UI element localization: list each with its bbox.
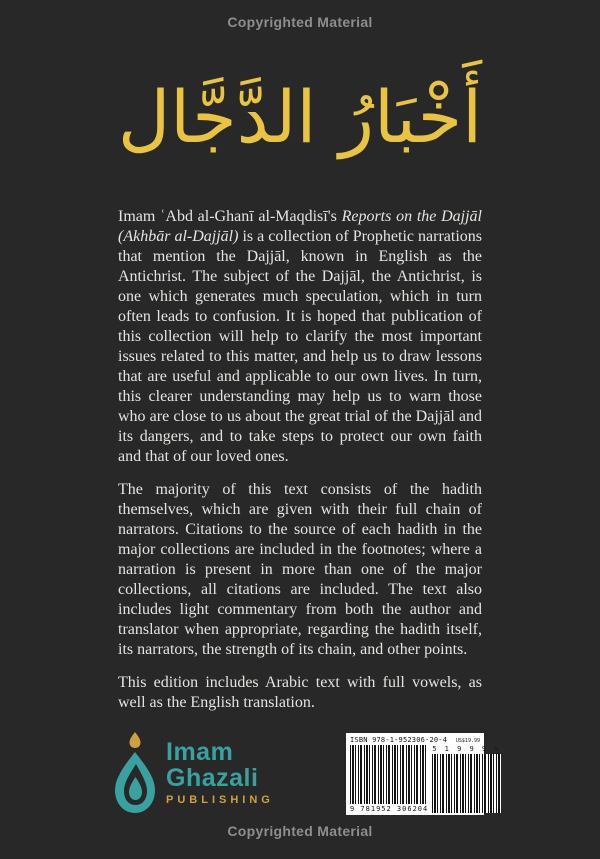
isbn-label: ISBN 978-1-952306-20-4 [350, 736, 448, 744]
description-paragraph-1 [118, 207, 482, 467]
copyright-bottom-label: Copyrighted Material [227, 823, 373, 839]
back-cover-description [118, 207, 482, 713]
paragraph-1-lead: Imam ʿAbd al-Ghanī al-Maqdisī's [118, 208, 342, 225]
description-paragraph-3: This edition includes Arabic text with full vowels, as well as the English translation. [118, 674, 482, 711]
barcode-addon-block [432, 745, 500, 813]
copyright-top-label: Copyrighted Material [227, 14, 373, 30]
price-label: US$19.99 [455, 738, 480, 744]
publisher-drop-icon [112, 732, 158, 814]
publisher-wordmark [166, 739, 274, 807]
barcode-header [350, 736, 480, 744]
paragraph-1-book-title: Reports on the Dajjāl (Akhbār al-Dajjāl) [118, 208, 483, 245]
bottom-brand-row [0, 726, 600, 816]
barcode-main-block [350, 745, 428, 813]
publisher-tagline: PUBLISHING [166, 794, 274, 806]
publisher-name-line1: Imam [166, 738, 234, 766]
barcode-body [350, 745, 501, 813]
arabic-calligraphy-title: أَخْبَارُ الدَّجَّال [117, 75, 483, 159]
addon-bars [432, 754, 500, 813]
publisher-logo [112, 732, 274, 814]
barcode-digits: 9 781952 306204 [350, 805, 429, 813]
isbn-barcode [346, 733, 501, 815]
publisher-name-line2: Ghazali [166, 764, 259, 792]
ean-bars [350, 745, 428, 804]
addon-digits: 5 1 9 9 9 > [432, 745, 501, 753]
paragraph-1-rest: is a collection of Prophetic narrations that mention the Dajjāl, known in English as the Antichrist. The subject of the Dajjāl, the Antichrist, is one which generates much speculation, which in turn often leads to confusion. It is hoped that publication of this collection will help to clarify the most important issues related to this matter, and help us to draw lessons that are useful and applicable to our own lives. In turn, this clearer understanding may help us to warn those who are close to us about the great trial of the Dajjāl and its dangers, and to take steps to protect our own faith and that of our loved ones. [118, 228, 483, 465]
description-paragraph-2: The majority of this text consists of the hadith themselves, which are given with their full chain of narrators. Citations to the source of each hadith in the major collections are included in the footnotes; where a narration is present in more than one of the major collections, all citations are included. The text also includes light commentary from both the author and translator when appropriate, regarding the hadith itself, its narrators, the strength of its chain, and other points. [118, 481, 482, 658]
